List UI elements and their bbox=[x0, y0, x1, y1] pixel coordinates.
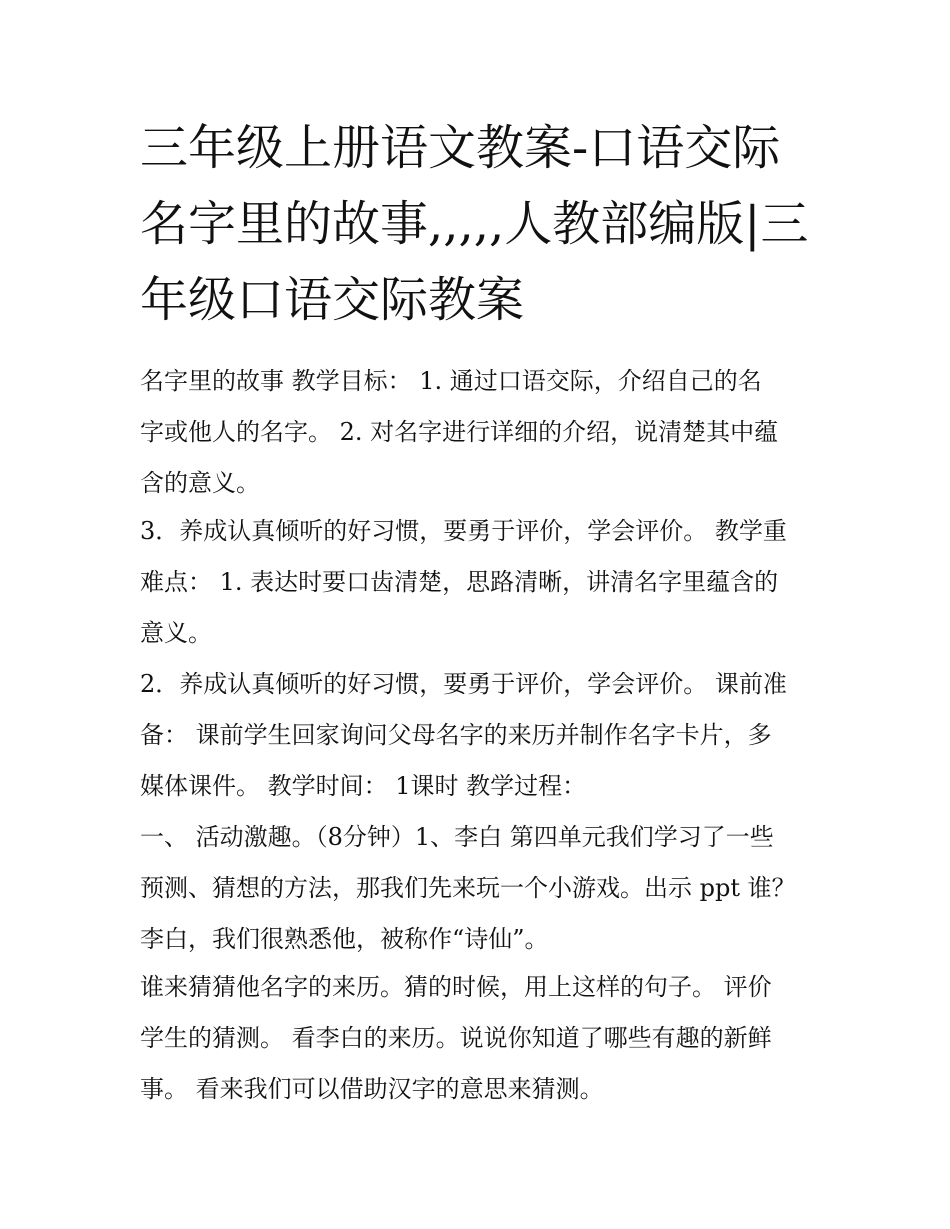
title-line: 三年级上册语文教案-口语交际 bbox=[140, 120, 781, 176]
text-line: 名字里的故事 教学目标： 1. 通过口语交际，介绍自己的名 bbox=[140, 367, 762, 395]
title-line: 名字里的故事,,,,,人教部编版|三 bbox=[140, 196, 809, 252]
text-line: 一、 活动激趣。（8分钟）1、李白 第四单元我们学习了一些 bbox=[140, 823, 774, 851]
text-line: 备： 课前学生回家询问父母名字的来历并制作名字卡片，多 bbox=[140, 721, 772, 749]
text-line: 字或他人的名字。 2. 对名字进行详细的介绍，说清楚其中蕴 bbox=[140, 418, 779, 446]
text-line: 学生的猜测。 看李白的来历。说说你知道了哪些有趣的新鲜 bbox=[140, 1024, 772, 1052]
text-line: 含的意义。 bbox=[140, 469, 260, 497]
text-line: 李白，我们很熟悉他，被称作“诗仙”。 bbox=[140, 925, 549, 953]
text-line: 意义。 bbox=[140, 619, 212, 647]
paragraph-guessing bbox=[140, 962, 830, 1115]
text-line: 媒体课件。 教学时间： 1课时 教学过程： bbox=[140, 772, 587, 800]
text-line: 预测、猜想的方法，那我们先来玩一个小游戏。出示 ppt 谁？ bbox=[140, 874, 796, 902]
paragraph-objectives bbox=[140, 356, 830, 509]
paragraph-activity bbox=[140, 812, 830, 965]
text-line: 2．养成认真倾听的好习惯，要勇于评价，学会评价。 课前准 bbox=[140, 670, 787, 698]
paragraph-key-points bbox=[140, 506, 830, 659]
text-line: 难点： 1. 表达时要口齿清楚，思路清晰，讲清名字里蕴含的 bbox=[140, 568, 779, 596]
text-line: 谁来猜猜他名字的来历。猜的时候，用上这样的句子。 评价 bbox=[140, 973, 772, 1001]
paragraph-preparation bbox=[140, 659, 830, 812]
text-line: 3．养成认真倾听的好习惯，要勇于评价，学会评价。 教学重 bbox=[140, 517, 787, 545]
title-line: 年级口语交际教案 bbox=[140, 272, 525, 328]
document-title bbox=[140, 110, 830, 338]
text-line: 事。 看来我们可以借助汉字的意思来猜测。 bbox=[140, 1075, 604, 1103]
